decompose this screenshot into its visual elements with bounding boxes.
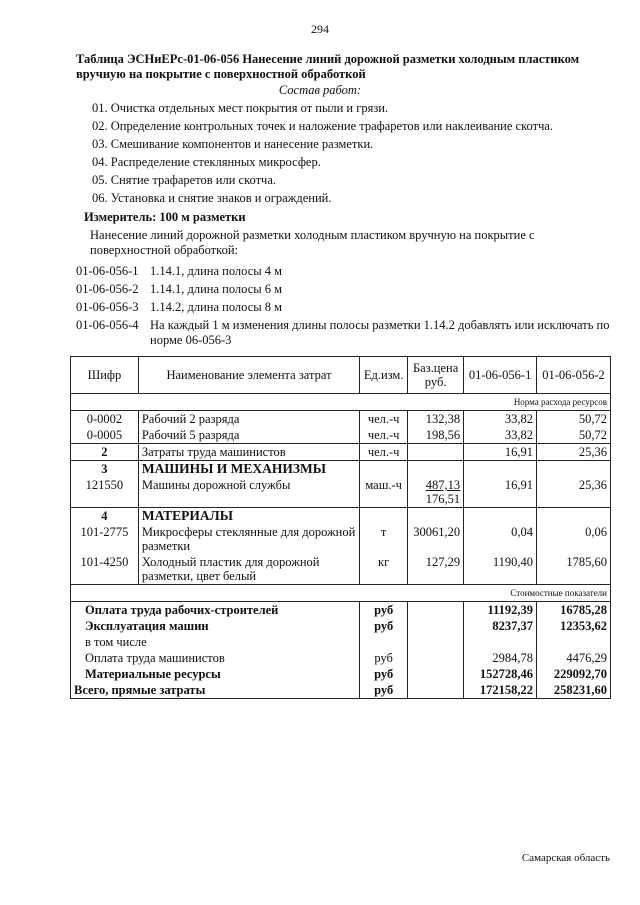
cost-unit: руб: [360, 650, 408, 666]
cell-unit: чел.-ч: [360, 427, 408, 444]
work-item: 04. Распределение стеклянных микросфер.: [92, 155, 321, 169]
cell-code: 0-0005: [71, 427, 139, 444]
cost-row: [71, 634, 611, 650]
table-row: [71, 444, 611, 461]
code: 01-06-056-3: [76, 300, 139, 314]
cell-unit: чел.-ч: [360, 411, 408, 428]
price-value: 487,13: [425, 478, 461, 492]
work-item: 03. Смешивание компонентов и нанесение разметки.: [92, 137, 374, 151]
code-line: [76, 318, 150, 333]
work-item: 02. Определение контрольных точек и наложение трафаретов или наклеивание скотча.: [92, 119, 554, 133]
cost-caption-row: [71, 585, 611, 602]
code-text: На каждый 1 м изменения длины полосы разметки 1.14.2 добавлять или исключать по норме 06-056-3: [150, 318, 610, 347]
cell-name: Рабочий 2 разряда: [138, 411, 359, 428]
cell-unit: маш.-ч: [360, 477, 408, 508]
cell-v2: 1785,60: [537, 554, 611, 585]
table-row: [71, 427, 611, 444]
code-line: [76, 282, 282, 297]
code-text: 1.14.2, длина полосы 8 м: [150, 300, 283, 314]
cost-row: [71, 602, 611, 619]
cost-unit: руб: [360, 602, 408, 619]
code: 01-06-056-2: [76, 282, 139, 296]
cost-name: Оплата труда машинистов: [71, 650, 360, 666]
cell-code: 121550: [71, 477, 139, 508]
table-header: [71, 357, 611, 394]
work-item: 05. Снятие трафаретов или скотча.: [92, 173, 277, 187]
cell-v2: 50,72: [537, 411, 611, 428]
description: Нанесение линий дорожной разметки холодным пластиком вручную на покрытие с поверхностной обработкой:: [90, 228, 535, 257]
cell-v2: 0,06: [537, 524, 611, 554]
col-header: 01-06-056-1: [464, 357, 537, 394]
cost-row: [71, 666, 611, 682]
cell-code: 3: [71, 461, 139, 478]
cost-v2: 4476,29: [537, 650, 611, 666]
code-line: [76, 264, 282, 279]
cell-name: Рабочий 5 разряда: [138, 427, 359, 444]
norm-caption: Норма расхода ресурсов: [71, 394, 611, 411]
cell-price: 30061,20: [408, 524, 464, 554]
code-text: 1.14.1, длина полосы 4 м: [150, 264, 283, 278]
cost-row: [71, 650, 611, 666]
composition-heading: Состав работ:: [278, 83, 362, 97]
code: 01-06-056-4: [76, 318, 139, 332]
price-value: 176,51: [425, 492, 461, 506]
cell-v1: 16,91: [464, 477, 537, 508]
region-footer: Самарская область: [521, 852, 610, 864]
cell-v2: 50,72: [537, 427, 611, 444]
cost-v2: 16785,28: [537, 602, 611, 619]
cell-v1: 1190,40: [464, 554, 537, 585]
cell-code: 101-2775: [71, 524, 139, 554]
work-item: 06. Установка и снятие знаков и ограждений.: [92, 191, 332, 205]
cost-unit: руб: [360, 666, 408, 682]
cell-v1: 16,91: [464, 444, 537, 461]
cell-code: 4: [71, 508, 139, 525]
section-title: МАШИНЫ И МЕХАНИЗМЫ: [138, 461, 359, 478]
cost-v1: 11192,39: [464, 602, 537, 619]
cost-name: Всего, прямые затраты: [71, 682, 360, 699]
meter-unit: Измеритель: 100 м разметки: [84, 210, 246, 224]
cost-name: Материальные ресурсы: [71, 666, 360, 682]
cost-row: [71, 618, 611, 634]
cell-price: [408, 477, 464, 508]
col-header: Шифр: [71, 357, 139, 394]
cost-v2: 258231,60: [537, 682, 611, 699]
cost-v1: 8237,37: [464, 618, 537, 634]
code-line: [76, 300, 282, 315]
cell-v2: 25,36: [537, 477, 611, 508]
cost-unit: руб: [360, 682, 408, 699]
cell-code: 101-4250: [71, 554, 139, 585]
cell-name: Машины дорожной службы: [138, 477, 359, 508]
section-row: [71, 508, 611, 525]
table-title: Таблица ЭСНиЕРс-01-06-056 Нанесение линий дорожной разметки холодным пластиком вручную на покрытие с поверхностной обработкой: [76, 52, 580, 81]
cell-code: 0-0002: [71, 411, 139, 428]
norm-caption-row: [71, 394, 611, 411]
page-number: 294: [311, 22, 329, 36]
cell-name: Микросферы стеклянные для дорожной разметки: [138, 524, 359, 554]
section-title: МАТЕРИАЛЫ: [138, 508, 359, 525]
cost-v2: 229092,70: [537, 666, 611, 682]
cost-v1: 152728,46: [464, 666, 537, 682]
cell-v1: 33,82: [464, 411, 537, 428]
code: 01-06-056-1: [76, 264, 139, 278]
cell-price: [408, 444, 464, 461]
cell-code: 2: [71, 444, 139, 461]
cell-price: 198,56: [408, 427, 464, 444]
cell-v2: 25,36: [537, 444, 611, 461]
cell-price: 127,29: [408, 554, 464, 585]
col-header: Наименование элемента затрат: [138, 357, 359, 394]
cost-name: Оплата труда рабочих-строителей: [71, 602, 360, 619]
cell-price: 132,38: [408, 411, 464, 428]
table-row: [71, 411, 611, 428]
cell-unit: кг: [360, 554, 408, 585]
cell-v1: 0,04: [464, 524, 537, 554]
cost-v1: 2984,78: [464, 650, 537, 666]
cost-v2: 12353,62: [537, 618, 611, 634]
table-row: [71, 524, 611, 554]
cost-unit: руб: [360, 618, 408, 634]
col-header: Баз.цена руб.: [408, 357, 464, 394]
work-item: 01. Очистка отдельных мест покрытия от пыли и грязи.: [92, 101, 389, 115]
cell-v1: 33,82: [464, 427, 537, 444]
cell-name: Холодный пластик для дорожной разметки, цвет белый: [138, 554, 359, 585]
code-text: 1.14.1, длина полосы 6 м: [150, 282, 283, 296]
cost-v1: 172158,22: [464, 682, 537, 699]
cost-row: [71, 682, 611, 699]
col-header: 01-06-056-2: [537, 357, 611, 394]
col-header: Ед.изм.: [360, 357, 408, 394]
cell-unit: чел.-ч: [360, 444, 408, 461]
cost-name: в том числе: [71, 634, 360, 650]
resources-table: [70, 356, 611, 699]
table-row: [71, 554, 611, 585]
cell-unit: т: [360, 524, 408, 554]
cell-name: Затраты труда машинистов: [138, 444, 359, 461]
cost-caption: Стоимостные показатели: [71, 585, 611, 602]
table-row: [71, 477, 611, 508]
cost-name: Эксплуатация машин: [71, 618, 360, 634]
section-row: [71, 461, 611, 478]
